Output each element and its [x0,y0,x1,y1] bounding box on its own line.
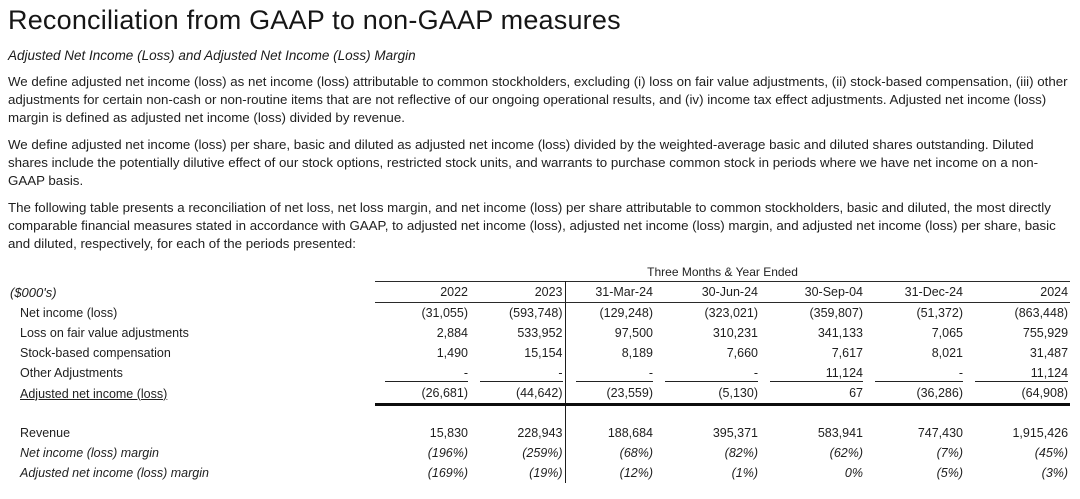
cell-value: (359,807) [809,306,863,320]
cell-value: (68%) [619,446,653,460]
empty-cell [8,263,375,282]
cell-value: 11,124 [760,363,865,383]
cell-value: (863,448) [1014,306,1069,320]
cell-value: (169%) [427,466,468,480]
cell-value: - [375,363,470,383]
cell-value: (36,286) [865,383,965,405]
paragraph-definition-per-share: We define adjusted net income (loss) per share, basic and diluted as adjusted net income (loss) divided by the weighted-average basic and diluted shares outstanding. Diluted shares include the potentially dilutive effect of our stock options, restricted stock units, and warrants to purchase common stock in periods where we have net income on a non-GAAP basis. [8,137,1039,188]
cell-value: 395,371 [712,426,758,440]
units-label: ($000's) [10,284,57,300]
cell-value: 7,660 [726,346,758,360]
cell-value: 747,430 [917,426,963,440]
cell-value: (82%) [724,446,758,460]
reconciliation-table-wrapper [8,263,1070,483]
table-row-net-income [8,303,1070,324]
cell-value: (129,248) [599,306,653,320]
row-label: Adjusted net income (loss) [20,386,168,401]
cell-value: 2,884 [436,326,468,340]
cell-value: 7,065 [931,326,963,340]
column-header-q1-24: 31-Mar-24 [565,282,655,303]
column-header-2023: 2023 [470,282,565,303]
cell-value: (26,681) [375,383,470,405]
cell-value: (323,021) [704,306,758,320]
cell-value: (44,642) [470,383,565,405]
cell-value: - [565,363,655,383]
table-row-net-income-margin [8,443,1070,463]
period-header-row [8,263,1070,282]
page-title: Reconciliation from GAAP to non-GAAP measures [8,5,621,35]
cell-value: 188,684 [607,426,653,440]
table-row-revenue [8,423,1070,443]
row-label: Revenue [20,426,71,440]
row-label: Loss on fair value adjustments [20,326,189,340]
column-header-q2-24: 30-Jun-24 [655,282,760,303]
cell-value: 8,021 [931,346,963,360]
paragraph-table-intro: The following table presents a reconciliation of net loss, net loss margin, and net income (loss) per share attributable to common stockholders, basic and diluted, the most directly comparable financial measures stated in accordance with GAAP, to adjusted net income (loss), adjusted net income (loss) margin, and adjusted net income (loss) per share, basic and diluted, respectively, for each of the periods presented: [8,200,1056,251]
cell-value: 310,231 [712,326,758,340]
cell-value: 755,929 [1022,326,1069,340]
paragraph-definition-adjusted-net-income: We define adjusted net income (loss) as net income (loss) attributable to common stockholders, excluding (i) loss on fair value adjustments, (ii) stock-based compensation, (iii) other adjustments for certain non-cash or non-routine items that are not reflective of our ongoing operational results, and (iv) income tax effect adjustments. Adjusted net income (loss) margin is defined as adjusted net income (loss) divided by revenue. [8,74,1068,125]
table-row-adjusted-net-income-margin [8,463,1070,483]
cell-value: (31,055) [421,306,468,320]
row-label: Adjusted net income (loss) margin [20,466,209,480]
column-header-q4-24: 31-Dec-24 [865,282,965,303]
cell-value: 1,490 [436,346,468,360]
cell-value: 67 [760,383,865,405]
cell-value: 1,915,426 [1012,426,1069,440]
column-header-row [8,282,1070,303]
cell-value: 0% [844,466,863,480]
row-label: Other Adjustments [20,366,123,380]
table-row-fair-value [8,323,1070,343]
table-row-adjusted-net-income [8,383,1070,405]
cell-value: (64,908) [965,383,1070,405]
row-label: Net income (loss) [20,305,118,320]
cell-value: - [655,363,760,383]
cell-value: - [865,363,965,383]
cell-value: (23,559) [565,383,655,405]
cell-value: (7%) [936,446,963,460]
cell-value: 15,154 [470,343,565,363]
cell-value: 228,943 [470,423,565,443]
cell-value: 11,124 [965,363,1070,383]
spacer-row [8,405,1070,424]
cell-value: (3%) [1041,466,1069,480]
cell-value: 341,133 [817,326,863,340]
cell-value: (259%) [470,443,565,463]
table-row-other-adjustments [8,363,1070,383]
cell-value: (19%) [470,463,565,483]
cell-value: 7,617 [831,346,863,360]
cell-value: (45%) [1034,446,1069,460]
table-row-stock-comp [8,343,1070,363]
cell-value: (5%) [936,466,963,480]
cell-value: 97,500 [614,326,653,340]
cell-value: (593,748) [470,303,565,324]
cell-value: 583,941 [817,426,863,440]
section-subtitle: Adjusted Net Income (Loss) and Adjusted Net Income (Loss) Margin [8,48,416,63]
cell-value: (196%) [427,446,468,460]
cell-value: (12%) [619,466,653,480]
cell-value: 8,189 [621,346,653,360]
row-label: Net income (loss) margin [20,446,159,460]
cell-value: (62%) [829,446,863,460]
column-header-2024: 2024 [965,282,1070,303]
row-label: Stock-based compensation [20,346,171,360]
period-header: Three Months & Year Ended [647,265,798,279]
cell-value: 31,487 [1029,346,1069,360]
cell-value: (51,372) [916,306,963,320]
reconciliation-table [8,263,1070,483]
column-header-2022: 2022 [375,282,470,303]
cell-value: (5,130) [655,383,760,405]
cell-value: 533,952 [470,323,565,343]
cell-value: - [470,363,565,383]
column-header-q3-24: 30-Sep-04 [760,282,865,303]
cell-value: 15,830 [429,426,468,440]
cell-value: (1%) [731,466,758,480]
